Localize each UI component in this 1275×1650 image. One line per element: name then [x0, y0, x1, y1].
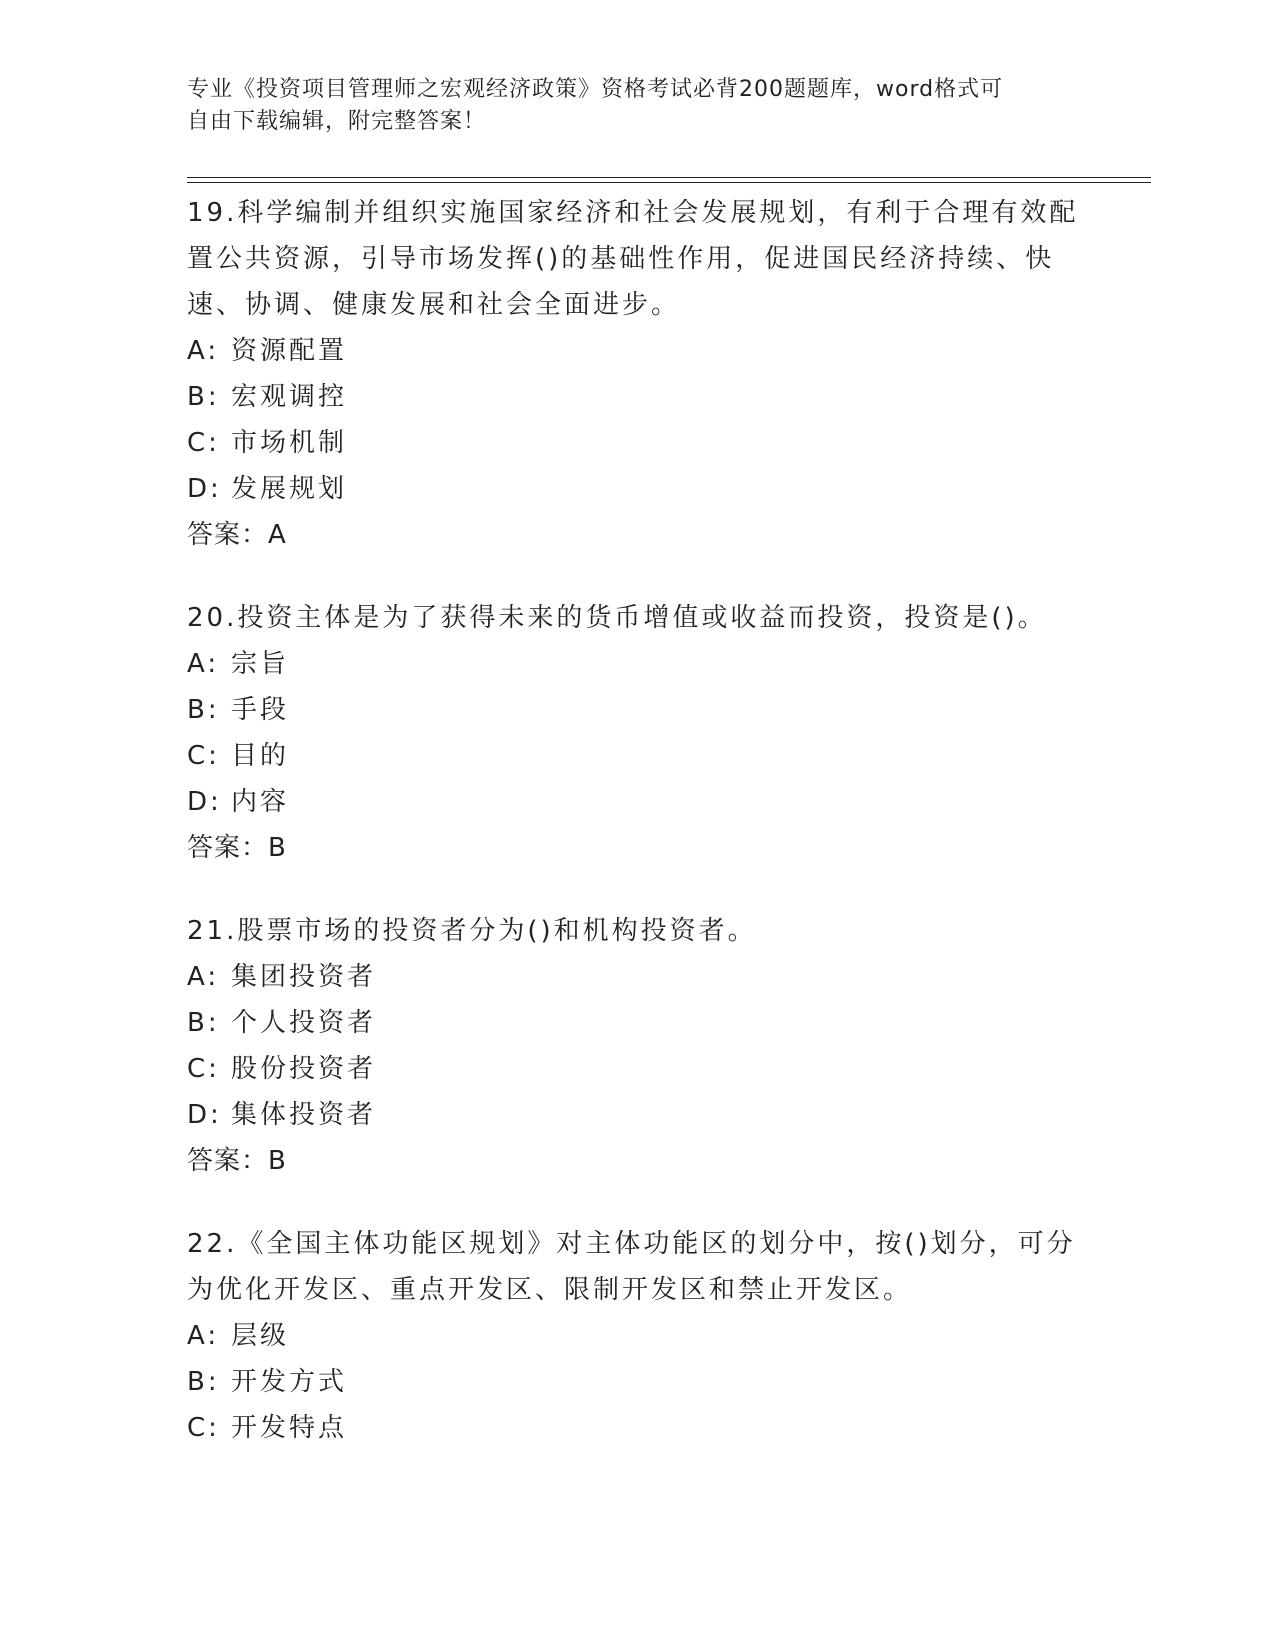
answer-key: 答案：B	[187, 833, 287, 863]
option-letter: D:	[187, 787, 222, 817]
question-stem-line: 速、协调、健康发展和社会全面进步。	[187, 290, 681, 320]
header-divider-bottom	[187, 182, 1151, 183]
option-letter: A:	[187, 1321, 220, 1351]
option-letter: A:	[187, 962, 220, 992]
answer-option	[187, 328, 1087, 374]
question-stem-line: 22.《全国主体功能区规划》对主体功能区的划分中，按()划分，可分	[187, 1229, 1076, 1259]
option-text: 集团投资者	[231, 962, 377, 992]
question-stem-line: 21.股票市场的投资者分为()和机构投资者。	[187, 916, 757, 946]
answer-option	[187, 779, 1087, 825]
option-letter: A:	[187, 649, 220, 679]
option-text: 开发方式	[231, 1367, 348, 1397]
option-letter: C:	[187, 1054, 220, 1084]
header-divider-top	[187, 177, 1151, 178]
option-letter: B:	[187, 1367, 220, 1397]
option-text: 开发特点	[231, 1413, 348, 1443]
answer-option	[187, 420, 1087, 466]
option-letter: C:	[187, 741, 220, 771]
option-text: 发展规划	[231, 474, 348, 504]
option-text: 股份投资者	[231, 1054, 377, 1084]
answer-option	[187, 1092, 1087, 1138]
option-text: 集体投资者	[231, 1100, 377, 1130]
option-text: 宏观调控	[231, 382, 348, 412]
option-text: 个人投资者	[231, 1008, 377, 1038]
question-stem-line: 19.科学编制并组织实施国家经济和社会发展规划，有利于合理有效配	[187, 198, 1079, 228]
question-block	[187, 1221, 1087, 1451]
answer-option	[187, 733, 1087, 779]
answer-key: 答案：B	[187, 1146, 287, 1176]
option-text: 内容	[231, 787, 290, 817]
option-letter: C:	[187, 1413, 220, 1443]
question-block	[187, 595, 1087, 871]
answer-option	[187, 954, 1087, 1000]
question-stem-line: 20.投资主体是为了获得未来的货币增值或收益而投资，投资是()。	[187, 603, 1047, 633]
option-text: 层级	[231, 1321, 290, 1351]
answer-option	[187, 687, 1087, 733]
option-letter: B:	[187, 695, 220, 725]
answer-option	[187, 1405, 1087, 1451]
question-stem-line: 置公共资源，引导市场发挥()的基础性作用，促进国民经济持续、快	[187, 244, 1055, 274]
document-header	[187, 74, 1087, 138]
question-list	[187, 190, 1087, 1488]
option-letter: D:	[187, 474, 222, 504]
header-line-2: 自由下载编辑，附完整答案！	[187, 109, 487, 134]
option-letter: B:	[187, 382, 220, 412]
question-block	[187, 190, 1087, 558]
answer-key: 答案：A	[187, 520, 287, 550]
option-text: 目的	[231, 741, 290, 771]
answer-option	[187, 466, 1087, 512]
option-letter: A:	[187, 336, 220, 366]
answer-option	[187, 374, 1087, 420]
option-text: 宗旨	[231, 649, 290, 679]
option-text: 资源配置	[231, 336, 348, 366]
option-text: 市场机制	[231, 428, 348, 458]
header-line-1: 专业《投资项目管理师之宏观经济政策》资格考试必背200题题库，word格式可	[187, 77, 1004, 102]
question-stem-line: 为优化开发区、重点开发区、限制开发区和禁止开发区。	[187, 1275, 913, 1305]
option-letter: C:	[187, 428, 220, 458]
option-text: 手段	[231, 695, 290, 725]
answer-option	[187, 1313, 1087, 1359]
option-letter: B:	[187, 1008, 220, 1038]
answer-option	[187, 1359, 1087, 1405]
question-block	[187, 908, 1087, 1184]
answer-option	[187, 1000, 1087, 1046]
answer-option	[187, 641, 1087, 687]
answer-option	[187, 1046, 1087, 1092]
option-letter: D:	[187, 1100, 222, 1130]
